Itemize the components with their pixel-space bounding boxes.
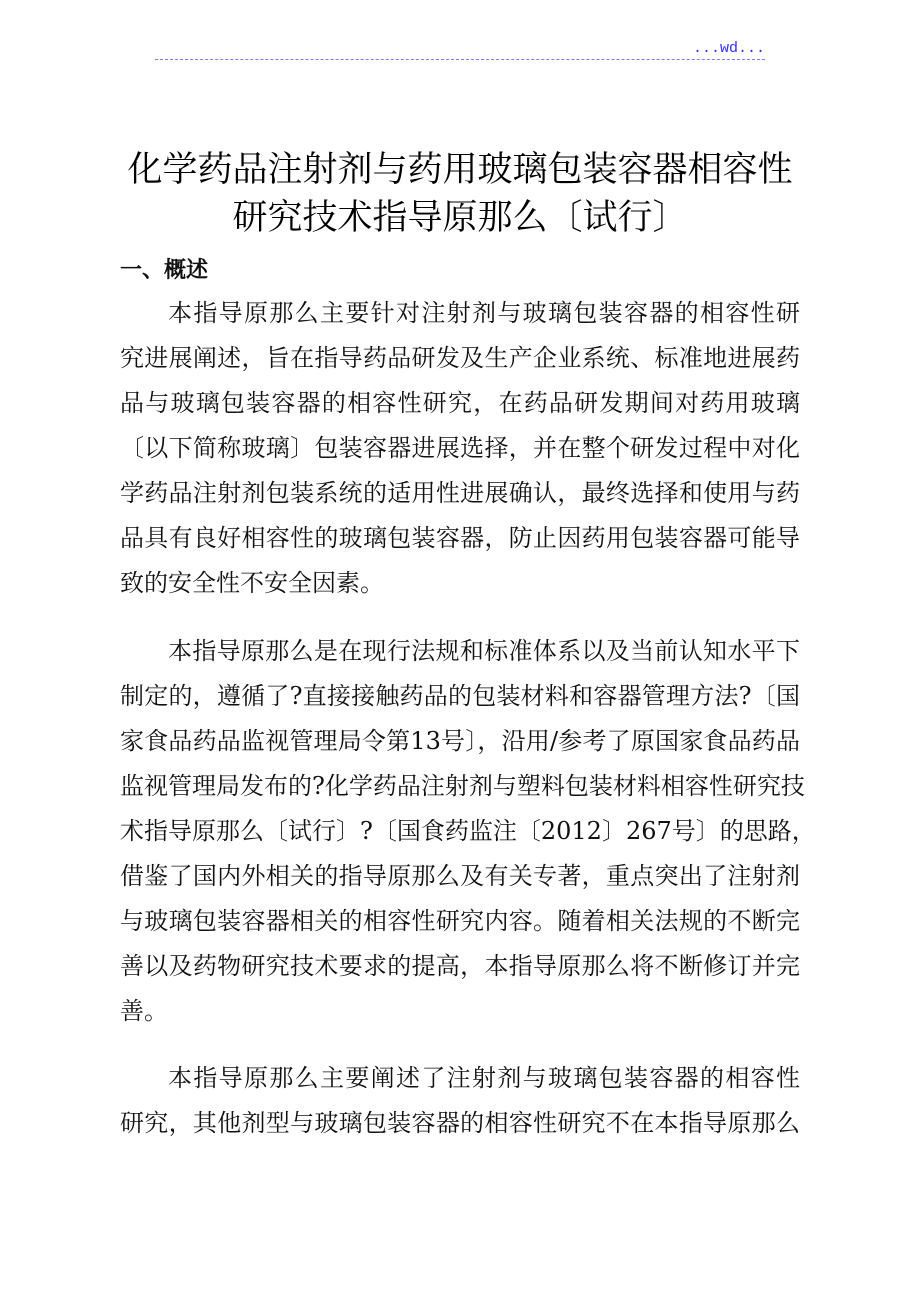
paragraph-2-line: 本指导原那么是在现行法规和标准体系以及当前认知水平下: [168, 637, 800, 665]
paragraph-1-line: 〔以下简称玻璃〕包装容器进展选择，并在整个研发过程中对化: [120, 434, 800, 462]
paragraph-1-line: 本指导原那么主要针对注射剂与玻璃包装容器的相容性研: [168, 299, 800, 327]
paragraph-2-line: 借鉴了国内外相关的指导原那么及有关专著，重点突出了注射剂: [120, 862, 800, 890]
paragraph-1-line: 品具有良好相容性的玻璃包装容器，防止因药用包装容器可能导: [120, 524, 800, 552]
paragraph-2-line: 善以及药物研究技术要求的提高，本指导原那么将不断修订并完: [120, 952, 800, 980]
paragraph-2-line: 术指导原那么〔试行〕?〔国食药监注〔2012〕267号〕的思路，: [120, 817, 816, 845]
paragraph-2-line: 与玻璃包装容器相关的相容性研究内容。随着相关法规的不断完: [120, 907, 800, 935]
paragraph-2-line: 家食品药品监视管理局令第13号〕，沿用/参考了原国家食品药品: [120, 727, 800, 755]
paragraph-3-line: 本指导原那么主要阐述了注射剂与玻璃包装容器的相容性: [168, 1064, 800, 1092]
section-heading: 一、概述: [120, 258, 209, 283]
paragraph-3-line: 研究，其他剂型与玻璃包装容器的相容性研究不在本指导原那么: [120, 1109, 800, 1137]
paragraph-1-line: 学药品注射剂包装系统的适用性进展确认，最终选择和使用与药: [120, 479, 800, 507]
document-title-line-2: 研究技术指导原那么〔试行〕: [232, 198, 688, 238]
paragraph-1-line: 究进展阐述，旨在指导药品研发及生产企业系统、标准地进展药: [120, 344, 800, 372]
paragraph-2-line: 善。: [120, 997, 168, 1025]
paragraph-2-line: 监视管理局发布的?化学药品注射剂与塑料包装材料相容性研究技: [120, 772, 805, 800]
document-title-line-1: 化学药品注射剂与药用玻璃包装容器相容性: [127, 150, 793, 190]
paragraph-2-line: 制定的，遵循了?直接接触药品的包装材料和容器管理方法?〔国: [120, 682, 800, 710]
header-dashed-rule: [155, 59, 765, 60]
header-mark: ...wd...: [692, 40, 765, 57]
paragraph-1-line: 品与玻璃包装容器的相容性研究，在药品研发期间对药用玻璃: [120, 389, 800, 417]
paragraph-1-line: 致的安全性不安全因素。: [120, 569, 384, 597]
